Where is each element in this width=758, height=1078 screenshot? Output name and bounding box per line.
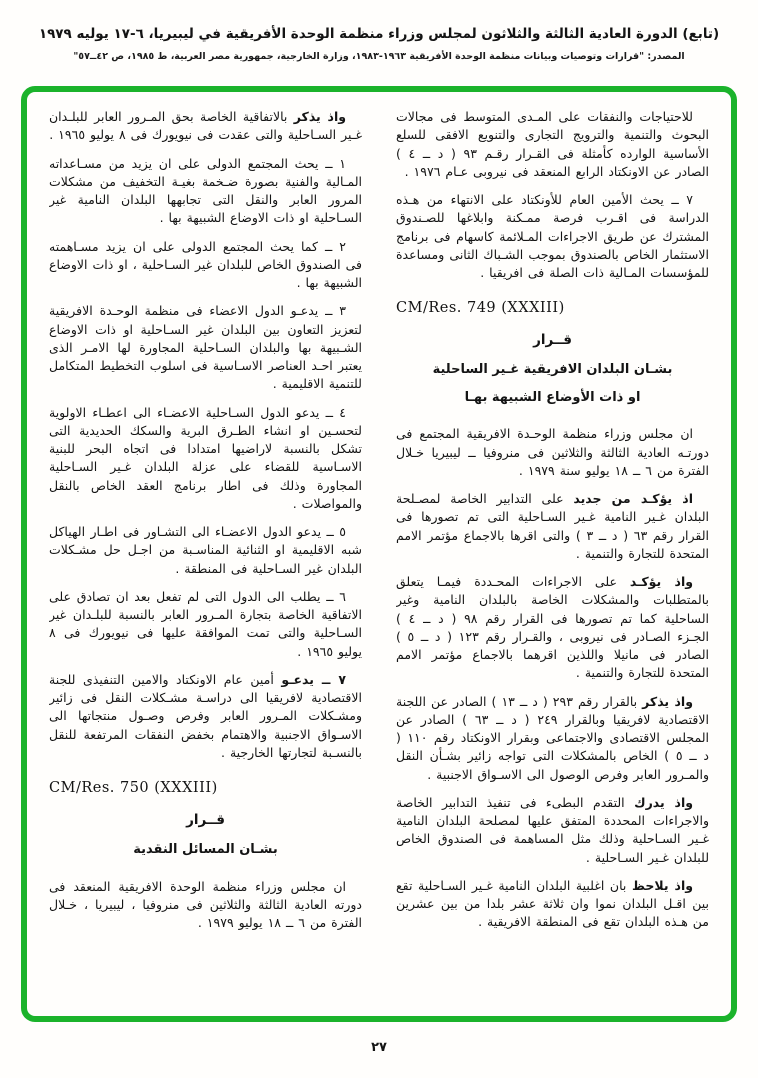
paragraph [49, 671, 362, 762]
paragraph-text: ان مجلس وزراء منظمة الوحدة الافريقية المنعقد فى دورته العادية الثالثة والثلاثين فى منروفيا ، ليبيريا ، خـلال الفترة من ٦ ــ ١٨ يوليو ١٩٧٩ . [49, 878, 362, 930]
paragraph [396, 490, 709, 563]
two-column-layout [49, 108, 709, 1008]
paragraph-text: أمين عام الاونكتاد والامين التنفيذى للجنة الاقتصادية لافريقيا الى دراسـة مشـكلات النقل فى زائير ومشـكلات المـرور العابر وفرص وصـول منتجاتها الى الاسـواق الاجنبية والاهتمام بخفض النفقات المرتفعة للنقل بالنسـبة لتجارتها الخارجية . [49, 671, 362, 760]
paragraph-text: ٦ ــ يطلب الى الدول التى لم تفعل بعد ان تصادق على الاتفاقية الخاصة بتجارة المـرور العابر بالنسبة للبلـدان غير السـاحلية والتى تمت الموافقة عليها فى نيويورك فى ٨ يوليو ١٩٦٥ . [49, 588, 362, 659]
resolution-subject-line: او ذات الأوضاع الشبيهة بهـا [464, 389, 641, 405]
paragraph [49, 878, 362, 933]
paragraph-text: بالاتفاقية الخاصة بحق المـرور العابر للبلـدان غـير السـاحلية والتى عقدت فى نيويورك فى ٨ يوليو ١٩٦٥ . [49, 109, 362, 143]
paragraph [49, 108, 362, 145]
page-header [0, 0, 758, 62]
paragraph [396, 191, 709, 282]
paragraph-lead: واذ يذكر [293, 109, 347, 124]
paragraph [49, 238, 362, 293]
paragraph-text: ٣ ــ يدعـو الدول الاعضاء فى منظمة الوحـدة الافريقية لتعزيز التعاون بين البلدان غير السـاحلية او ذات الاوضاع الشـبيهة بها والبلدان السـاحلية المجاورة لها الامـر الذى يعتبر احـد العناصر الاسـاسية فى اسلوب التخطيط المتكامل للتنمية الاقليمية . [49, 303, 362, 392]
paragraph [396, 425, 709, 480]
paragraph [396, 693, 709, 784]
source-citation: المصدر: "قرارات وتوصيات وبيانات منظمة الوحدة الأفريقية ١٩٦٣-١٩٨٣، وزارة الخارجية، جمهورية مصر العربية، ط ١٩٨٥، ص ٤٢ــ٥٧" [73, 50, 685, 62]
paragraph-lead: واذ يؤكـد [629, 574, 693, 589]
paragraph-text: ١ ــ يحث المجتمع الدولى على ان يزيد من مسـاعداته المـالية والفنية بصورة ضـخمة بغيـة التخفيف من مشكلات المرور العابر والنقل التى تجابهها البلدان النامية غير السـاحلية او ذات الاوضاع الشبيهة بها . [49, 155, 362, 226]
paragraph-lead: واذ يذكر [642, 693, 693, 709]
resolution-ref-749: CM/Res. 749 (XXXIII) [396, 300, 565, 317]
paragraph [396, 573, 709, 683]
resolution-subject-line: بشـان البلدان الافريقية غـير الساحلية [432, 362, 673, 378]
paragraph-text: ان مجلس وزراء منظمة الوحـدة الافريقية المجتمع فى دورتـه العادية الثالثة والثلاثين فى منروفيا ــ ليبيريا خـلال الفترة من ٦ ــ ١٨ يوليو سنة ١٩٧٩ . [396, 426, 709, 478]
paragraph [49, 588, 362, 661]
resolution-subject-line: بشـان المسائل النقدية [133, 842, 278, 857]
resolution-title: قــرار [533, 332, 572, 349]
resolution-title: قــرار [186, 812, 225, 828]
paragraph-text: على الاجراءات المحـددة فيمـا يتعلق بالمتطلبات والمشكلات الخاصة بالبلدان النامية وغير الساحلية كما تم تصورها فى القرار رقم ٩٨ ( د ــ ٤ ) الجـزء الصـادر فى نيروبى ، والقـرار رقم ١٢٣ ( د ــ ٥ ) الصادر فى مانيلا واللذين اقرهما بالاجماع مؤتمر الامم المتحدة للتجارة والتنمية . [396, 574, 709, 681]
paragraph-text: ٥ ــ يدعو الدول الاعضـاء الى التشـاور فى اطـار الهياكل شبه الاقليمية او الثنائية المناسـبة من اجـل حل مشـكلات البلدان غير السـاحلية فى المنطقة . [49, 524, 362, 576]
paragraph [49, 523, 362, 578]
paragraph-lead: ٧ ــ يدعـو [281, 671, 346, 687]
paragraph-text: ٢ ــ كما يحث المجتمع الدولى على ان يزيد مسـاهمته فى الصندوق الخاص للبلدان غير السـاحلية ، او ذات الاوضاع الشبيهة بها . [49, 238, 362, 290]
paragraph [49, 404, 362, 514]
paragraph-text: للاحتياجات والنفقات على المـدى المتوسط فى مجالات البحوث والتنمية والترويج التجارى والتنويع الافقى للسلع الأساسية الوارده كأمثلة فى القـرار رقـم ٩٣ ( د ــ ٤ ) الصادر عن الاونكتاد الرابع المنعقد فى نيروبى عـام ١٩٧٦ . [396, 109, 709, 179]
content-frame [21, 86, 737, 1022]
paragraph [396, 108, 709, 181]
column-right [396, 108, 709, 1008]
paragraph-text: بالقرار رقم ٢٩٣ ( د ــ ١٣ ) الصادر عن اللجنة الاقتصادية لافريقيا وبالقرار ٢٤٩ ( د ــ ٦٣ ) الصادر عن المجلس الاقتصادى والاجتماعى وبقرار الاونكتاد رقم ١١٠ ( د ــ ٥ ) الخاص بالمشكلات التى تواجه زائير بشـأن النقل والمـرور العابر وفرص الوصول الى الاسـواق الاجنبية . [396, 693, 709, 782]
paragraph-text: على التدابير الخاصة لمصـلحة البلدان غـير النامية غـير السـاحلية التى تم تصورها فى القرار رقم ٦٣ ( د ــ ٣ ) والتى اقرها بالاجماع مؤتمر الامم المتحدة للتجارة والتنمية . [396, 491, 709, 561]
paragraph-lead: اذ يؤكـد من جديد [573, 491, 693, 506]
paragraph [396, 794, 709, 867]
paragraph-lead: واذ يدرك [634, 794, 693, 810]
page-number: ٢٧ [371, 1040, 387, 1055]
paragraph-text: ٧ ــ يحث الأمين العام للأونكتاد على الانتهاء من هـذه الدراسة فى اقـرب فرصة ممـكنة وابلاغها للصـندوق المشترك عن طريق الاجراءات المـلائمة كاسهام فى برنامج الاستثمار الخاص بالصندوق بموجب الشـباك الثانى ومساعدة للمؤسسات المـالية ذات الصلة فى افريقيا . [396, 192, 709, 280]
paragraph-lead: واذ يلاحظ [631, 877, 693, 893]
paragraph-text: ٤ ــ يدعو الدول السـاحلية الاعضـاء الى اعطـاء الاولوية لتحسـين او انشاء الطـرق البرية والسكك الحديدية التى تشكل بالنسبة لاراضيها امتدادا فى اتجاه البحر للبنية الاسـاسية للقضاء على عزلة البلدان غـير السـاحلية المجاورة وذلك فى اطار برنامج العقد الخاص بالنقل والمواصلات . [49, 404, 362, 511]
column-left [49, 108, 362, 1008]
paragraph-text: التقدم البطىء فى تنفيذ التدابير الخاصة والاجراءات المحددة المتفق عليها لمصلحة البلدان النامية غـير السـاحلية وذلك مثل المساهمة فى الصندوق الخاص للبلدان غـير السـاحلية . [396, 794, 709, 865]
paragraph-text: بان اغلبية البلدان النامية غـير السـاحلية تقع بين اقـل البلدان نموا وان ثلاثة عشر بلدا من بين عشرين من هـذه البلدان تقع فى المنطقة الافريقية . [396, 877, 709, 930]
session-title: (تابع) الدورة العادية الثالثة والثلاثون لمجلس وزراء منظمة الوحدة الأفريقية في ليبيريا، ٦-١٧ يوليه ١٩٧٩ [38, 26, 720, 42]
paragraph [49, 155, 362, 228]
resolution-ref-750: CM/Res. 750 (XXXIII) [49, 780, 218, 796]
paragraph [396, 877, 709, 932]
paragraph [49, 302, 362, 393]
